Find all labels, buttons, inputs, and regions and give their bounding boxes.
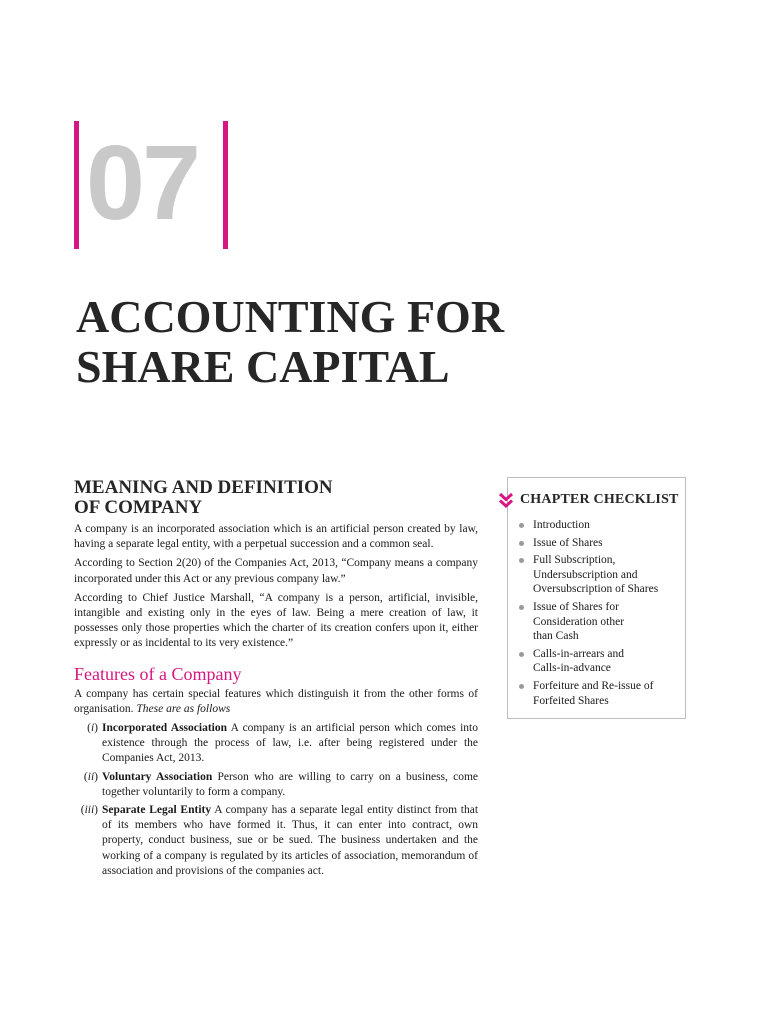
features-intro-text: A company has certain special features which distinguish it from the other forms of organisation. — [74, 687, 478, 715]
bullet-icon — [519, 523, 524, 528]
feature-number: (i) — [87, 722, 98, 735]
feature-title: Voluntary Association — [102, 770, 213, 783]
checklist-item-line: Full Subscription, — [533, 554, 616, 567]
feature-number: (ii) — [83, 770, 98, 783]
checklist-item-line: Calls-in-arrears and — [533, 647, 625, 660]
features-title: Features of a Company — [74, 663, 242, 684]
definition-paragraph: A company is an incorporated association which is an artificial person created by law, having a separate legal entity, with a perpetual succession and a common seal. — [74, 523, 478, 551]
checklist-item — [515, 518, 683, 533]
bullet-icon — [519, 558, 524, 563]
checklist-item-line: Consideration other — [533, 615, 625, 628]
feature-text: A company has a separate legal entity distinct from that of its members who have formed it. Thus, it can enter into contract, own property, conduct business, sue or be sued. The business undertaken and the working of a company is regulated by its articles of association, memorandum of association and provisions of the companies act. — [102, 804, 479, 877]
feature-item — [74, 721, 478, 767]
section-title-line: OF COMPANY — [74, 497, 203, 518]
checklist-item-line: than Cash — [533, 630, 579, 643]
feature-item — [74, 770, 478, 800]
checklist-item — [515, 679, 683, 708]
bullet-icon — [519, 684, 524, 689]
features-intro-emphasis: These are as follows — [136, 702, 231, 715]
section-2-20-paragraph: According to Section 2(20) of the Companies Act, 2013, “Company means a company incorporated under this Act or any previous company law.” — [74, 557, 478, 585]
checklist-item — [515, 553, 683, 597]
checklist-item-line: Issue of Shares for — [533, 600, 619, 613]
feature-title: Incorporated Association — [102, 722, 228, 735]
bullet-icon — [519, 541, 524, 546]
feature-text: Person who are willing to carry on a business, come together voluntarily to form a company. — [102, 770, 479, 798]
chapter-bar-right — [223, 121, 228, 249]
feature-text: A company is an artificial person which comes into existence through the process of law, i.e. after being registered under the Companies Act, 2013. — [102, 722, 478, 765]
chapter-title-line: ACCOUNTING FOR — [76, 291, 505, 342]
feature-item — [74, 803, 478, 879]
bullet-icon — [519, 605, 524, 610]
chapter-title-line: SHARE CAPITAL — [76, 341, 450, 392]
checklist-item — [515, 536, 683, 551]
chapter-number: 07 — [86, 124, 198, 242]
marshall-quote-paragraph: According to Chief Justice Marshall, “A company is a person, artificial, invisible, intangible and existing only in the eyes of law. Being a mere creation of law, it possesses only those properties which the charter of its creation confers upon it, either expressly or as incidental to its very existence.” — [74, 591, 478, 650]
features-intro — [74, 687, 478, 717]
section-title — [74, 478, 478, 518]
checklist-item — [515, 600, 683, 644]
feature-title: Separate Legal Entity — [102, 804, 212, 817]
checklist-list — [515, 518, 683, 711]
chapter-title — [76, 292, 536, 392]
checklist-item-line: Issue of Shares — [533, 536, 603, 549]
checklist-item-line: Forfeiture and Re-issue of — [533, 679, 654, 692]
chapter-checklist — [507, 477, 686, 719]
checklist-item-line: Forfeited Shares — [533, 694, 609, 707]
checklist-header — [497, 491, 679, 509]
checklist-item-line: Calls-in-advance — [533, 662, 611, 675]
section-title-line: MEANING AND DEFINITION — [74, 477, 333, 498]
chapter-bar-left — [74, 121, 79, 249]
checklist-item-line: Oversubscription of Shares — [533, 583, 659, 596]
double-chevron-down-icon — [497, 491, 515, 509]
feature-number: (iii) — [80, 804, 98, 817]
bullet-icon — [519, 652, 524, 657]
checklist-item — [515, 647, 683, 676]
main-column — [74, 478, 478, 882]
checklist-item-line: Introduction — [533, 519, 590, 531]
checklist-item-line: Undersubscription and — [533, 568, 638, 581]
checklist-title: CHAPTER CHECKLIST — [520, 492, 679, 507]
